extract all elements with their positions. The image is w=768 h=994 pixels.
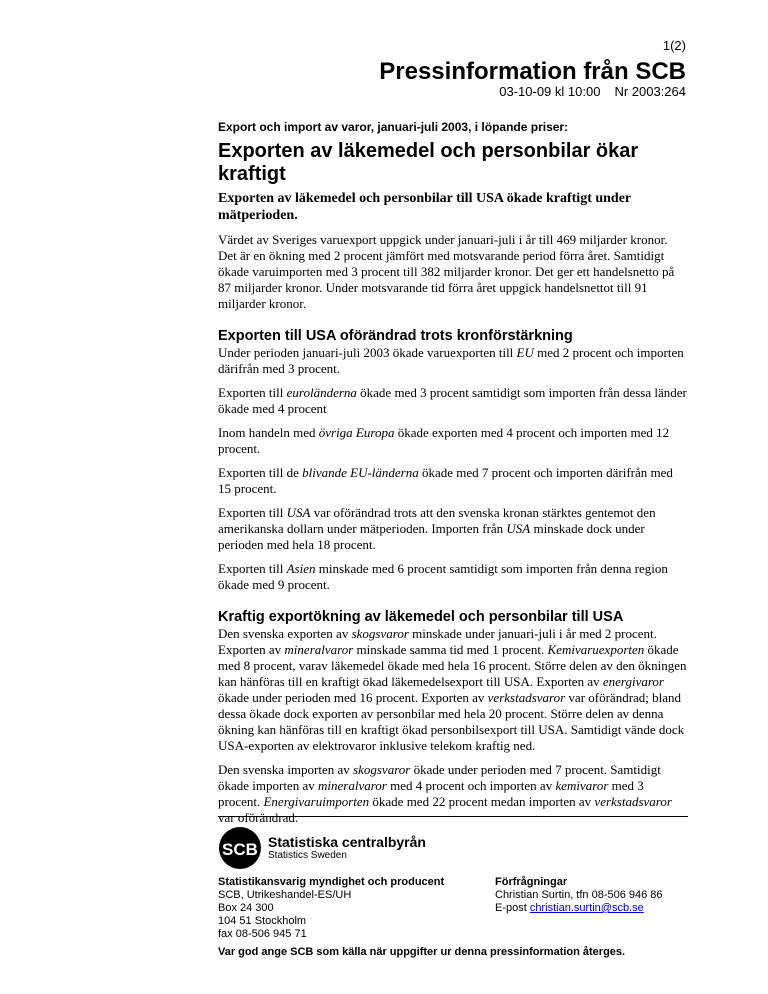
release-number: Nr 2003:264 [614,84,686,99]
article-lead: Exporten av läkemedel och personbilar till USA ökade kraftigt under mätperioden. [218,191,631,223]
article [218,120,688,834]
source-note: Var god ange SCB som källa när uppgifter ur denna pressinformation återges. [218,946,626,958]
producer-line: Box 24 300 [218,902,274,914]
producer-line: fax 08-506 945 71 [218,928,307,940]
svg-text:SCB: SCB [222,840,258,859]
contact-email-line: E-post christian.surtin@scb.se [495,902,644,914]
section-paragraph: Den svenska exporten av skogsvaror minskade under januari-juli i år med 2 procent. Exporten av mineralvaror minskade samma tid med 1 procent. Kemivaruexporten ökade med 8 procent, varav läkemedel ökade med hela 16 procent. Större delen av den ökningen kan hänföras till en kraftigt ökad läkemedelsexport till USA. Exporten av energivaror ökade under perioden med 16 procent. Exporten av verkstadsvaror var oförändrad; bland dessa ökade dock exporten av personbilar med hela 20 procent. Större delen av denna ökning kan hänföras till en kraftigt ökad personbilsexport till USA. Samtidigt vände dock USA-exporten av elektrovaror inklusive telekom kraftig ned. [218,626,687,753]
section-paragraph: Exporten till euroländerna ökade med 3 procent samtidigt som importen från dessa länder ökade med 4 procent [218,385,687,416]
section-paragraph: Inom handeln med övriga Europa ökade exporten med 4 procent och importen med 12 procent. [218,425,670,456]
document-title: Pressinformation från SCB [379,58,686,85]
section-paragraph: Exporten till USA var oförändrad trots att den svenska kronan stärktes gentemot den amerikanska dollarn under mätperioden. Importen från USA minskade dock under perioden med hela 18 procent. [218,505,656,552]
contact-heading: Förfrågningar [495,876,568,888]
section-paragraph: Exporten till de blivande EU-länderna ökade med 7 procent och importen därifrån med 15 procent. [218,465,673,496]
date-line [499,84,686,99]
article-paragraph: Värdet av Sveriges varuexport uppgick under januari-juli i år till 469 miljarder kronor. Det är en ökning med 2 procent jämfört med motsvarande period förra året. Samtidigt ökade varuimporten med 3 procent till 382 miljarder kronor. Det ger ett handelsnetto på 87 miljarder kronor. Under motsvarande tid förra året uppgick handelsnettot till 91 miljarder kronor. [218,232,675,311]
producer-info [218,876,444,941]
section-paragraph: Under perioden januari-juli 2003 ökade varuexporten till EU med 2 procent och importen därifrån med 3 procent. [218,345,684,376]
scb-logo [218,826,426,870]
org-name: Statistiska centralbyrån [268,834,426,850]
page-number: 1(2) [662,38,686,53]
article-kicker: Export och import av varor, januari-juli 2003, i löpande priser: [218,120,569,134]
contact-line: Christian Surtin, tfn 08-506 946 86 [495,889,663,901]
article-headline: Exporten av läkemedel och personbilar ökar kraftigt [218,140,639,185]
section-heading: Exporten till USA oförändrad trots kronförstärkning [218,328,573,344]
producer-heading: Statistikansvarig myndighet och producent [218,876,445,888]
org-subtitle: Statistics Sweden [268,850,347,861]
footer-divider [218,816,688,817]
contact-email-link[interactable]: christian.surtin@scb.se [529,902,644,914]
producer-line: 104 51 Stockholm [218,915,307,927]
section-heading: Kraftig exportökning av läkemedel och personbilar till USA [218,609,624,625]
producer-line: SCB, Utrikeshandel-ES/UH [218,889,352,901]
section-paragraph: Den svenska importen av skogsvaror ökade under perioden med 7 procent. Samtidigt ökade importen av mineralvaror med 4 procent och importen av kemivaror med 3 procent. Energivaruimporten ökade med 22 procent medan importen av verkstadsvaror var oförändrad. [218,762,672,825]
contact-info [495,876,663,915]
release-date: 03-10-09 kl 10:00 [499,84,601,99]
scb-logo-icon [218,826,262,870]
section-paragraph: Exporten till Asien minskade med 6 procent samtidigt som importen från denna region ökade med 9 procent. [218,561,668,592]
